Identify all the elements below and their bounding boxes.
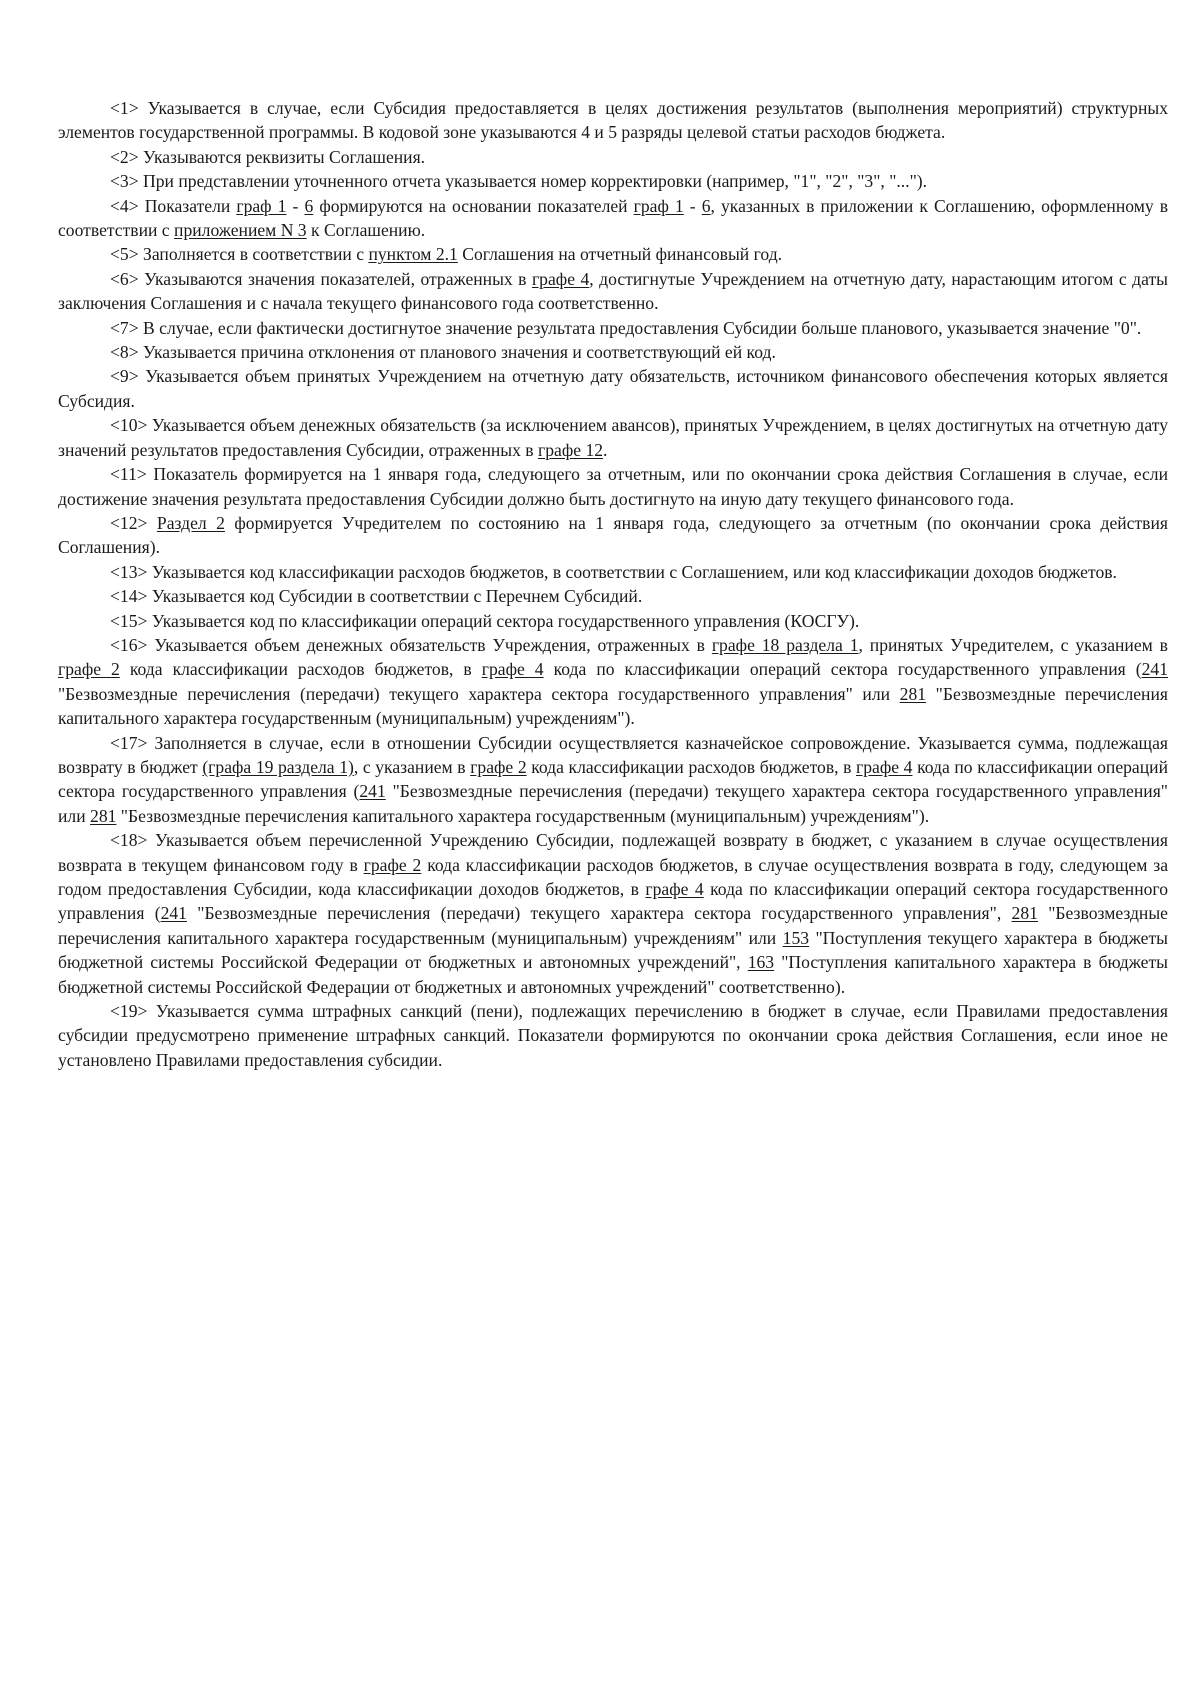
footnote-text: формируются на основании показателей xyxy=(313,195,634,216)
reference-link[interactable]: 281 xyxy=(899,683,927,704)
footnote-7 xyxy=(58,316,1168,340)
footnote-text: <12> xyxy=(110,512,157,533)
footnote-text: <6> Указываются значения показателей, отраженных в xyxy=(110,268,532,289)
reference-link[interactable]: графе 12 xyxy=(538,439,604,460)
footnote-text: "Безвозмездные перечисления (передачи) текущего характера сектора государственного управления", xyxy=(186,903,1012,924)
reference-link[interactable]: графе 2 xyxy=(58,659,120,680)
reference-link[interactable]: 153 xyxy=(782,927,810,948)
footnote-5 xyxy=(58,242,1168,266)
reference-link[interactable]: 6 xyxy=(304,195,314,216)
reference-link[interactable]: графе 2 xyxy=(470,756,527,777)
footnote-text: <17> Заполняется в случае, если в отношении Субсидии осуществляется казначейское сопровождение. Указывается сумма, подлежащая возврату в бюджет xyxy=(58,732,1168,777)
reference-link[interactable]: граф 1 xyxy=(236,195,287,216)
reference-link[interactable]: (графа 19 раздела 1) xyxy=(202,756,354,777)
footnote-text: Соглашения на отчетный финансовый год. xyxy=(457,244,783,265)
footnote-text: <19> Указывается сумма штрафных санкций (пени), подлежащих перечислению в бюджет в случае, если Правилами предоставления субсидии предусмотрено применение штрафных санкций. Показатели формируются по окончании срока действия Соглашения, если иное не установлено Правилами предоставления субсидии. xyxy=(58,1001,1168,1070)
footnote-text: - xyxy=(286,195,305,216)
reference-link[interactable]: 6 xyxy=(701,195,711,216)
footnote-text: кода по классификации операций сектора государственного управления ( xyxy=(58,756,1168,802)
footnote-text: <2> Указываются реквизиты Соглашения. xyxy=(110,146,426,167)
footnote-17 xyxy=(58,731,1168,829)
footnote-text: <11> Показатель формируется на 1 января года, следующего за отчетным, или по окончании срока действия Соглашения в случае, если достижение значения результата предоставления Субсидии должно быть достигнуто на иную дату текущего финансового года. xyxy=(58,464,1168,509)
footnote-text: - xyxy=(683,195,702,216)
footnote-text: "Поступления капитального характера в бюджеты бюджетной системы Российской Федерации от бюджетных и автономных учреждений" соответственно). xyxy=(58,952,1168,997)
reference-link[interactable]: графе 4 xyxy=(645,879,704,899)
footnote-15 xyxy=(58,609,1168,633)
reference-link[interactable]: 163 xyxy=(747,952,775,973)
footnote-11 xyxy=(58,462,1168,511)
footnote-9 xyxy=(58,364,1168,413)
footnote-text: <4> Показатели xyxy=(110,195,237,216)
footnote-text: <18> Указывается объем перечисленной Учреждению Субсидии, подлежащей возврату в бюджет, с указанием в случае осуществления возврата в текущем финансовом году в xyxy=(58,830,1168,875)
footnote-4 xyxy=(58,194,1168,243)
footnote-16 xyxy=(58,633,1168,731)
footnote-text: кода классификации расходов бюджетов, в xyxy=(526,756,857,777)
footnote-text: <1> Указывается в случае, если Субсидия предоставляется в целях достижения результатов (выполнения мероприятий) структурных элементов государственной программы. В кодовой зоне указываются 4 и 5 разряды целевой статьи расходов бюджета. xyxy=(58,98,1168,143)
footnote-text: "Безвозмездные перечисления (передачи) текущего характера сектора государственного управления" или xyxy=(58,781,1168,826)
reference-link[interactable]: пунктом 2.1 xyxy=(368,244,458,265)
footnote-text: <14> Указывается код Субсидии в соответствии с Перечнем Субсидий. xyxy=(110,586,643,607)
footnote-text: <13> Указывается код классификации расходов бюджетов, в соответствии с Соглашением, или код классификации доходов бюджетов. xyxy=(110,561,1117,582)
footnote-text: . xyxy=(603,439,608,460)
footnote-12 xyxy=(58,511,1168,560)
footnote-14 xyxy=(58,584,1168,608)
footnote-18 xyxy=(58,828,1168,999)
footnote-3 xyxy=(58,169,1168,193)
reference-link[interactable]: 241 xyxy=(1141,659,1168,680)
footnote-text: "Поступления текущего характера в бюджеты бюджетной системы Российской Федерации от бюджетных и автономных учреждений", xyxy=(58,927,1168,973)
footnote-6 xyxy=(58,267,1168,316)
footnote-text: "Безвозмездные перечисления капитального характера государственным (муниципальным) учреждениям" или xyxy=(58,903,1168,948)
footnote-8 xyxy=(58,340,1168,364)
footnote-text: , достигнутые Учреждением на отчетную дату, нарастающим итогом с даты заключения Соглашения и с начала текущего финансового года соответственно. xyxy=(58,268,1168,314)
reference-link[interactable]: Раздел 2 xyxy=(156,512,225,533)
footnote-text: "Безвозмездные перечисления (передачи) текущего характера сектора государственного управления" или xyxy=(58,683,900,704)
reference-link[interactable]: графе 4 xyxy=(856,756,913,777)
footnote-text: <16> Указывается объем денежных обязательств Учреждения, отраженных в xyxy=(110,634,712,655)
reference-link[interactable]: 281 xyxy=(1011,903,1038,924)
reference-link[interactable]: графе 4 xyxy=(481,659,544,680)
footnotes-section xyxy=(58,96,1168,1072)
footnote-19 xyxy=(58,999,1168,1072)
footnote-text: формируется Учредителем по состоянию на 1 января года, следующего за отчетным (по окончании срока действия Соглашения). xyxy=(58,512,1168,558)
footnote-text: кода классификации расходов бюджетов, в xyxy=(119,659,482,680)
footnote-text: кода по классификации операций сектора государственного управления ( xyxy=(543,659,1142,680)
footnote-text: <9> Указывается объем принятых Учреждением на отчетную дату обязательств, источником финансового обеспечения которых является Субсидия. xyxy=(58,366,1168,411)
footnote-text: к Соглашению. xyxy=(306,220,426,241)
footnote-text: кода по классификации операций сектора государственного управления ( xyxy=(58,879,1168,924)
footnote-text: "Безвозмездные перечисления капитального характера государственным (муниципальным) учреждениям"). xyxy=(116,805,930,826)
reference-link[interactable]: 241 xyxy=(359,781,386,802)
footnote-text: , принятых Учредителем, с указанием в xyxy=(858,634,1168,655)
footnote-1 xyxy=(58,96,1168,145)
reference-link[interactable]: 281 xyxy=(90,805,117,826)
footnote-text: <10> Указывается объем денежных обязательств (за исключением авансов), принятых Учреждением, в целях достигнутых на отчетную дату значений результатов предоставления Субсидии, отраженных в xyxy=(58,415,1168,460)
reference-link[interactable]: графе 2 xyxy=(363,854,422,875)
reference-link[interactable]: граф 1 xyxy=(633,195,684,216)
footnote-text: "Безвозмездные перечисления капитального характера государственным (муниципальным) учреждениям"). xyxy=(58,683,1168,729)
footnote-text: <5> Заполняется в соответствии с xyxy=(110,244,369,265)
footnote-text: <8> Указывается причина отклонения от планового значения и соответствующий ей код. xyxy=(110,342,776,363)
reference-link[interactable]: приложением N 3 xyxy=(174,220,307,241)
footnote-text: <3> При представлении уточненного отчета указывается номер корректировки (например, "1", "2", "3", "..."). xyxy=(110,171,928,192)
footnote-13 xyxy=(58,560,1168,584)
footnote-text: , с указанием в xyxy=(353,756,471,777)
footnote-10 xyxy=(58,413,1168,462)
footnote-text: <15> Указывается код по классификации операций сектора государственного управления (КОСГУ). xyxy=(110,610,860,631)
footnote-text: <7> В случае, если фактически достигнутое значение результата предоставления Субсидии больше планового, указывается значение "0". xyxy=(110,317,1142,338)
reference-link[interactable]: графе 18 раздела 1 xyxy=(711,634,859,655)
footnote-2 xyxy=(58,145,1168,169)
reference-link[interactable]: 241 xyxy=(160,903,187,924)
footnote-text: , указанных в приложении к Соглашению, оформленному в соответствии с xyxy=(58,195,1169,241)
reference-link[interactable]: графе 4 xyxy=(531,268,590,289)
footnote-text: кода классификации расходов бюджетов, в случае осуществления возврата в году, следующем за годом предоставления Субсидии, кода классификации доходов бюджетов, в xyxy=(58,854,1168,899)
